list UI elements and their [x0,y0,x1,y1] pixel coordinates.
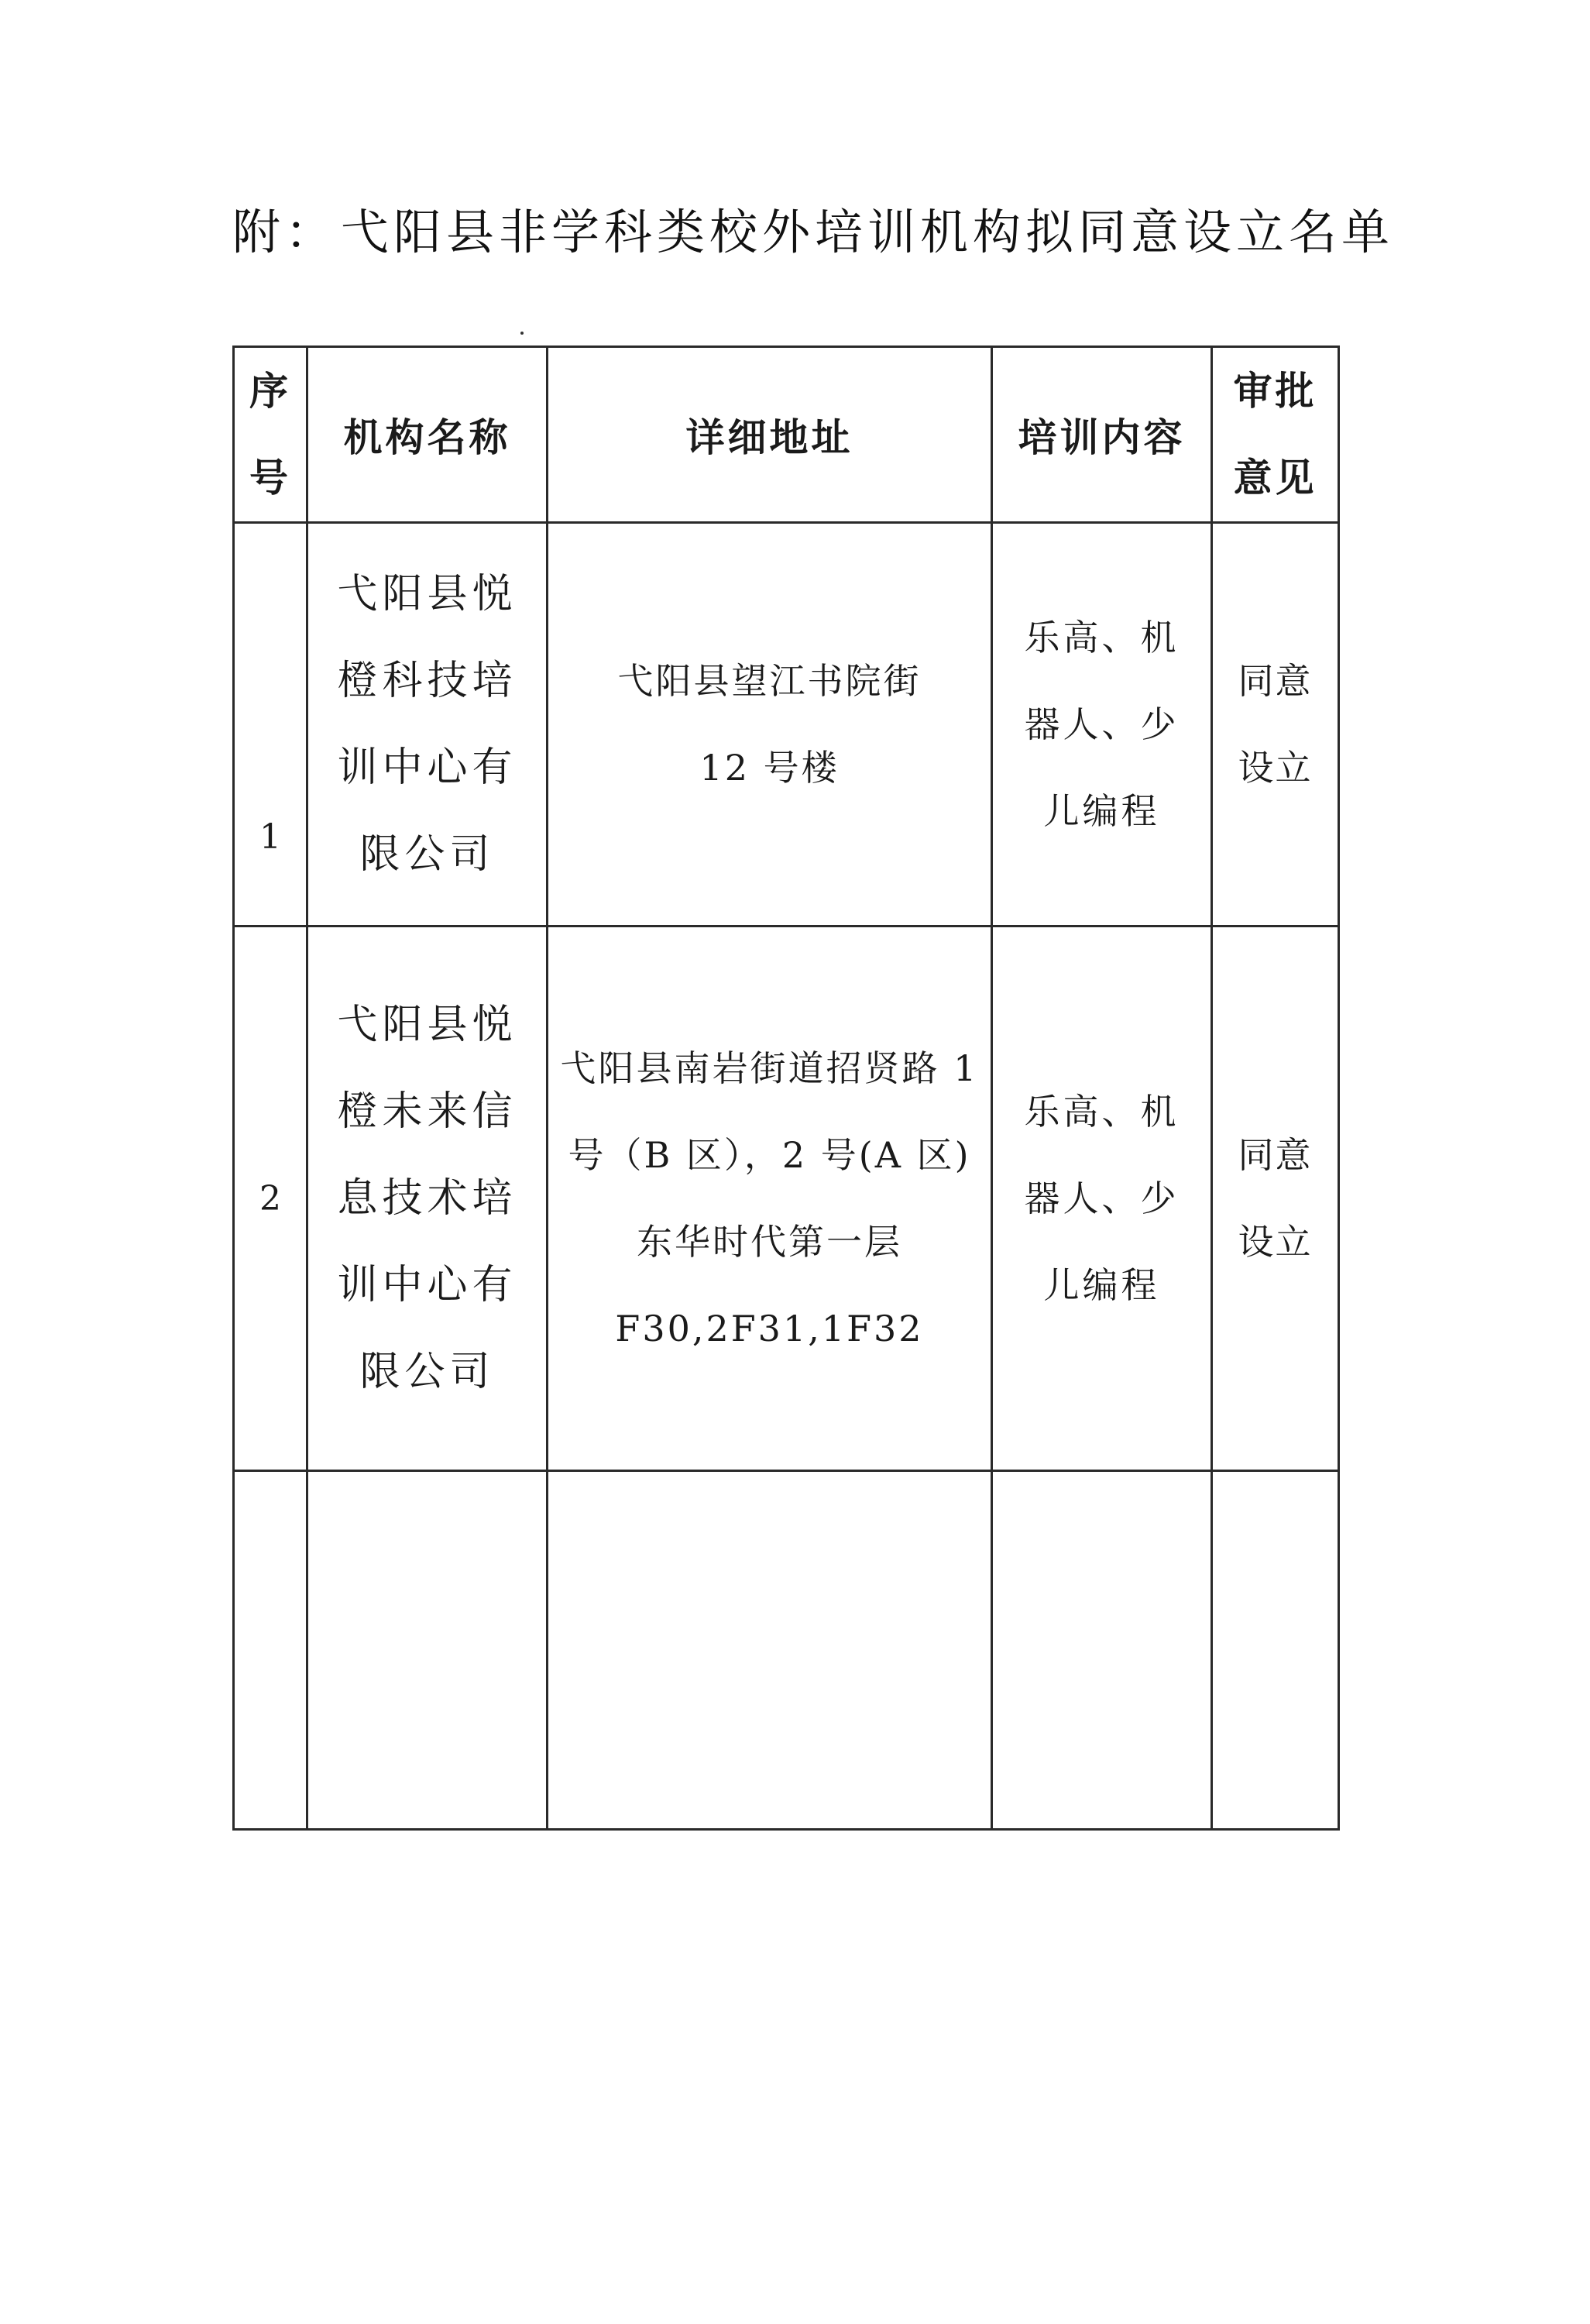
row-address-cell [548,523,992,927]
row-opinion-cell [1212,927,1339,1471]
row-opinion-cell [1212,523,1339,927]
row-seq: 1 [259,816,281,857]
header-content: 培训内容 [992,347,1212,523]
row-address: 弋阳县望江书院街 12 号楼 [617,660,922,789]
empty-cell [548,1471,992,1830]
empty-cell [307,1471,548,1830]
title-text: 弋阳县非学科类校外培训机构拟同意设立名单 [341,204,1395,260]
scan-dot [520,332,524,335]
empty-cell [992,1471,1212,1830]
header-name: 机构名称 [307,347,548,523]
table-row-empty [234,1471,1339,1830]
row-opinion: 同意设立 [1238,660,1313,789]
row-content-cell [992,927,1212,1471]
title-label: 附： [232,204,338,260]
row-name-cell [307,523,548,927]
table-row [234,927,1339,1471]
row-address: 弋阳县南岩街道招贤路 1 号（B 区），2 号(A 区) 东华时代第一层 F30,2F31,1F32 [560,1047,979,1349]
row-seq: 2 [259,1178,281,1219]
row-opinion: 同意设立 [1238,1134,1313,1263]
institution-table [232,346,1340,1831]
row-name: 弋阳县悦橙科技培训中心有限公司 [337,571,517,878]
row-seq-cell [234,927,307,1471]
row-address-cell [548,927,992,1471]
table-row [234,523,1339,927]
header-address: 详细地址 [548,347,992,523]
row-content-cell [992,523,1212,927]
header-seq: 序号 [234,347,307,523]
row-name: 弋阳县悦橙未来信息技术培训中心有限公司 [337,1002,517,1395]
row-name-cell [307,927,548,1471]
table-header-row [234,347,1339,523]
header-opinion: 审批意见 [1212,347,1339,523]
empty-cell [1212,1471,1339,1830]
page-title [232,194,1394,263]
row-content: 乐高、机器人、少儿编程 [1024,1091,1180,1306]
row-seq-cell [234,523,307,927]
empty-cell [234,1471,307,1830]
row-content: 乐高、机器人、少儿编程 [1024,617,1180,832]
